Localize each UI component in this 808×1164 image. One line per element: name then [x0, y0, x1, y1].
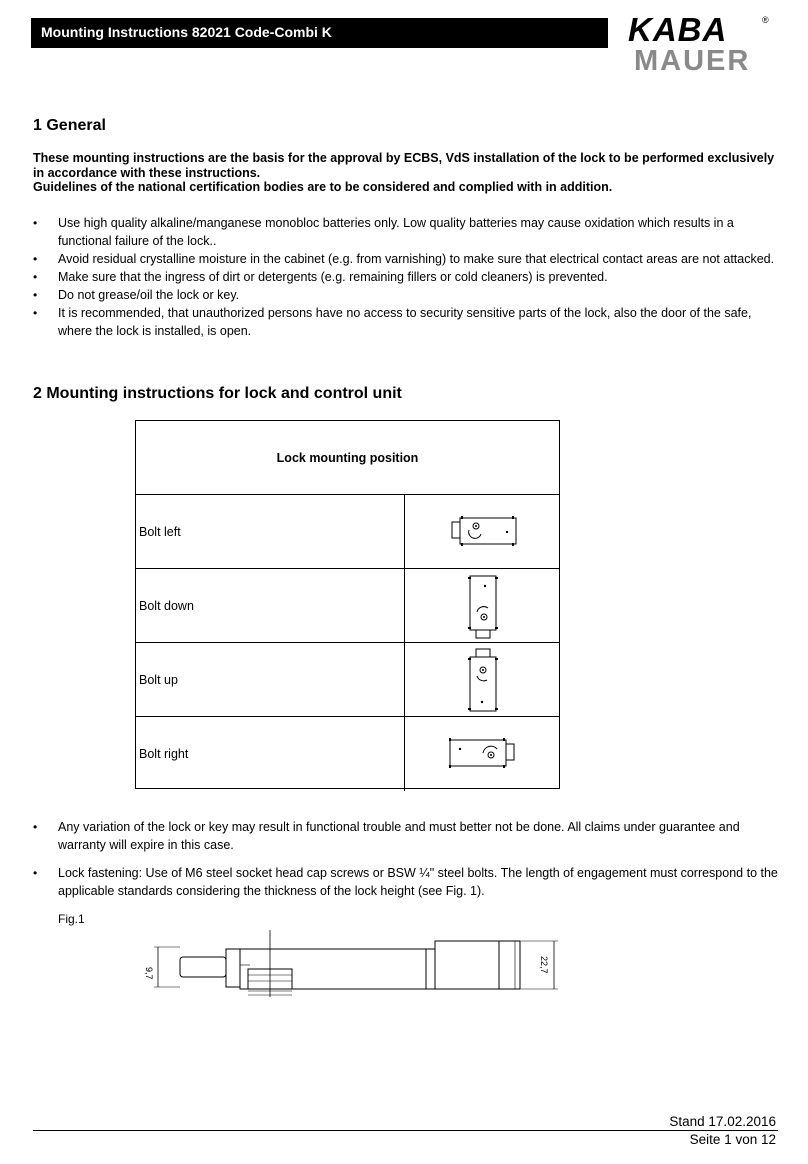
document-title: Mounting Instructions 82021 Code-Combi K	[41, 24, 332, 40]
lock-side-view-drawing	[140, 925, 570, 1005]
row-label: Bolt down	[139, 599, 194, 613]
logo-mauer: MAUER	[634, 45, 751, 77]
table-header-label: Lock mounting position	[276, 450, 419, 465]
lock-bolt-down-icon	[463, 572, 503, 642]
general-bullet-list	[33, 214, 778, 340]
icon-cell	[404, 569, 560, 642]
dim-right-label: 22,7	[539, 956, 549, 974]
section-heading-mounting: 2 Mounting instructions for lock and control unit	[33, 385, 402, 402]
footer-date: Stand 17.02.2016	[669, 1114, 776, 1129]
header-bar	[31, 18, 608, 48]
logo-registered-mark: ®	[762, 15, 769, 25]
list-item: • Use high quality alkaline/manganese monobloc batteries only. Low quality batteries may cause oxidation which results in a functional failure of the lock..	[33, 214, 778, 250]
table-row-bolt-down	[136, 569, 559, 643]
section-heading-general: 1 General	[33, 117, 106, 134]
icon-cell	[404, 495, 560, 568]
row-label: Bolt right	[139, 747, 189, 761]
footer-divider	[33, 1130, 778, 1131]
dim-left-label: 9,7	[144, 967, 154, 980]
figure-label: Fig.1	[58, 912, 85, 926]
table-row-bolt-up	[136, 643, 559, 717]
list-item: • Any variation of the lock or key may result in functional trouble and must better not be done. All claims under guarantee and warranty will expire in this case.	[33, 818, 778, 854]
icon-cell	[404, 643, 560, 716]
intro-text: These mounting instructions are the basis for the approval by ECBS, VdS installation of the lock to be performed exclusively in accordance with these instructions. Guidelines of the national certification bodies are to be considered and complied with in addition.	[33, 151, 775, 194]
intro-paragraph	[33, 151, 778, 195]
fastening-bullet-list	[33, 818, 778, 910]
kaba-mauer-logo	[628, 12, 776, 78]
list-item: • Avoid residual crystalline moisture in the cabinet (e.g. from varnishing) to make sure that electrical contact areas are not attacked.	[33, 250, 778, 268]
lock-bolt-up-icon	[463, 646, 503, 716]
lock-bolt-right-icon	[443, 734, 523, 774]
list-item: • Lock fastening: Use of M6 steel socket head cap screws or BSW ¼" steel bolts. The length of engagement must correspond to the applicable standards considering the thickness of the lock height (see Fig. 1).	[33, 864, 778, 900]
lock-bolt-left-icon	[443, 512, 523, 552]
table-row-bolt-left	[136, 495, 559, 569]
table-row-bolt-right	[136, 717, 559, 791]
list-item: • Make sure that the ingress of dirt or detergents (e.g. remaining fillers or cold cleaners) is prevented.	[33, 268, 778, 286]
list-item: • It is recommended, that unauthorized persons have no access to security sensitive parts of the lock, also the door of the safe, where the lock is installed, is open.	[33, 304, 778, 340]
table-header	[136, 421, 559, 495]
footer-page-number: Seite 1 von 12	[689, 1132, 776, 1147]
row-label: Bolt left	[139, 525, 181, 539]
icon-cell	[404, 717, 560, 791]
list-item: • Do not grease/oil the lock or key.	[33, 286, 778, 304]
logo-kaba: KABA	[628, 11, 728, 48]
row-label: Bolt up	[139, 673, 178, 687]
mounting-position-table	[135, 420, 560, 789]
